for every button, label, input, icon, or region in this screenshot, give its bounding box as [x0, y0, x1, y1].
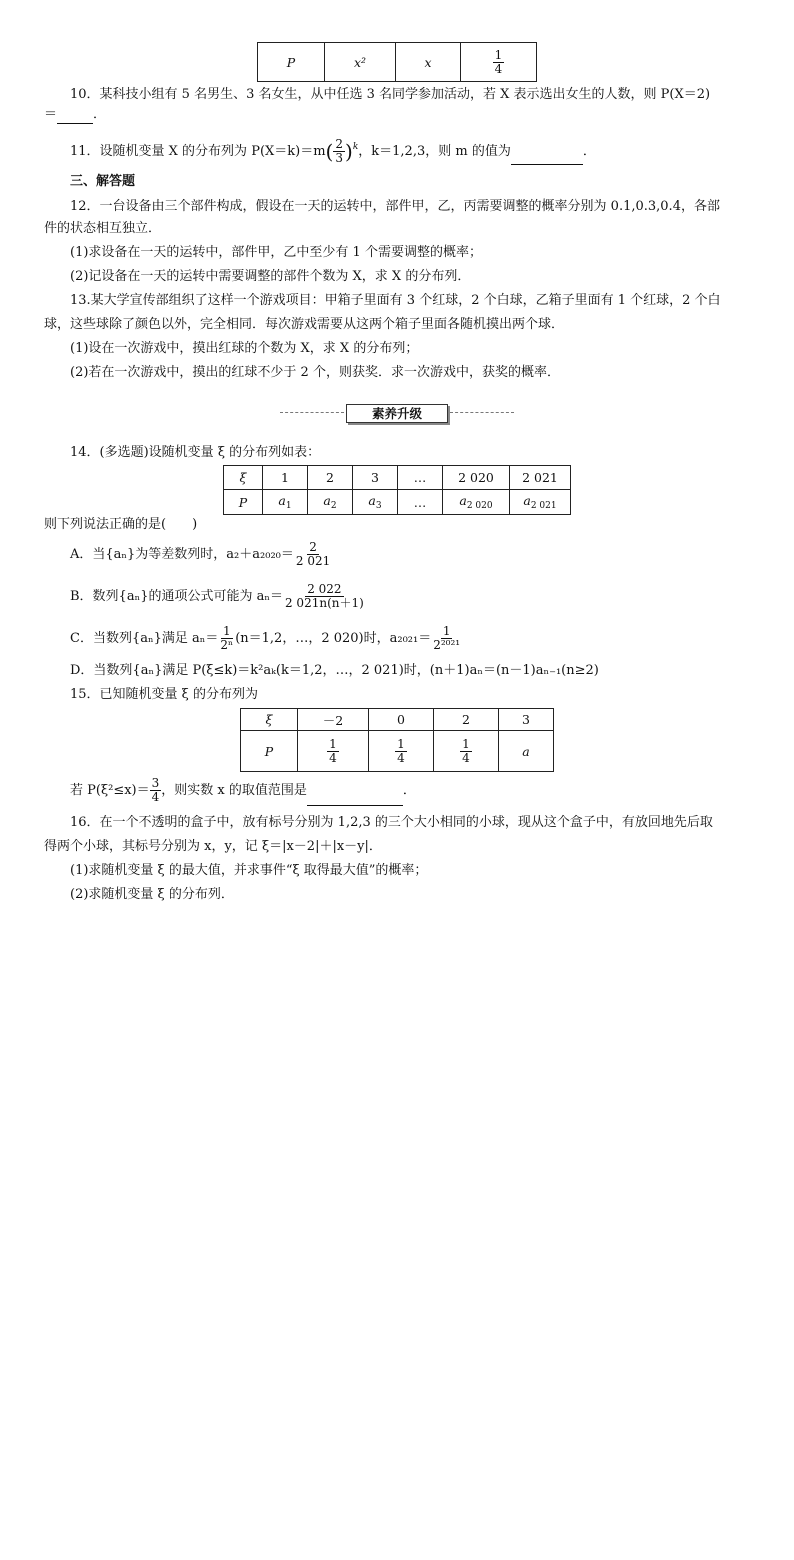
fraction-denominator: 4: [462, 750, 470, 765]
option-c-mid: (n＝1,2，…，2 020)时，a₂₀₂₁＝: [235, 631, 432, 646]
fraction-numerator: 1: [222, 624, 231, 638]
answer-blank: [57, 123, 93, 124]
q15-distribution-table: [240, 708, 554, 772]
section-banner: [280, 404, 514, 422]
q14-stem: 14．(多选题)设随机变量 ξ 的分布列如表：: [70, 445, 321, 460]
fraction-denominator: 3: [335, 151, 343, 165]
fraction-denominator: 4: [329, 750, 337, 765]
top-distribution-table: [257, 42, 537, 82]
option-a-text: A．当{aₙ}为等差数列时，a₂＋a₂₀₂₀＝: [70, 547, 294, 562]
prob-index: 3: [375, 501, 382, 511]
fraction-denominator: 2ⁿ: [220, 638, 234, 652]
q14-distribution-table: [223, 465, 571, 515]
answer-blank: [511, 164, 583, 165]
q12-part2: (2)记设备在一天的运转中需要调整的部件个数为 X，求 X 的分布列．: [70, 269, 471, 284]
q10-line2: [44, 106, 106, 124]
fraction-numerator: 1: [462, 736, 470, 751]
table-cell: ξ: [224, 466, 263, 490]
paren: ): [345, 139, 353, 164]
table-cell: 2 020: [443, 466, 510, 490]
table-cell: a: [499, 731, 554, 772]
option-b-text: B．数列{aₙ}的通项公式可能为 aₙ＝: [70, 589, 283, 604]
q15-condition: [70, 776, 416, 806]
fraction-numerator: 1: [442, 624, 451, 638]
table-cell: P: [258, 43, 325, 82]
fraction-numerator: 2 022: [307, 582, 342, 596]
table-cell: 2 021: [510, 466, 571, 490]
fraction-denominator: 4: [397, 750, 405, 765]
fraction-numerator: 1: [494, 47, 503, 62]
table-cell: －2: [298, 709, 369, 731]
q16-part2: (2)求随机变量 ξ 的分布列．: [70, 887, 234, 902]
table-cell: P: [224, 490, 263, 515]
q14-option-b: [70, 582, 366, 612]
q13-line2: 球，这些球除了颜色以外，完全相同．每次游戏需要从这两个箱子里面各随机摸出两个球．: [44, 317, 565, 332]
fraction-denominator: 2 021: [295, 554, 331, 568]
q10-line1: 10．某科技小组有 5 名男生、3 名女生，从中任选 3 名同学参加活动，若 X 表示选出女生的人数，则 P(X＝2): [70, 87, 711, 102]
table-cell: 3: [499, 709, 554, 731]
fraction-numerator: 2: [335, 137, 343, 151]
fraction-numerator: 1: [329, 736, 337, 751]
fraction-numerator: 2: [309, 540, 317, 554]
q11-prefix: 11．设随机变量 X 的分布列为 P(X＝k)＝m: [70, 144, 326, 159]
prob-index: 1: [285, 501, 292, 511]
table-cell: [353, 490, 398, 515]
table-cell: x: [396, 43, 461, 82]
banner-label: 素养升级: [346, 404, 448, 423]
paren: (: [325, 139, 334, 164]
q10-end: ．: [93, 107, 107, 122]
q11-power: k: [352, 142, 359, 152]
table-cell: [510, 490, 571, 515]
fraction-denominator: 2 021n(n＋1): [284, 596, 364, 610]
fraction-denominator: 4: [494, 61, 503, 76]
banner-dash-left: [280, 412, 344, 413]
answer-blank: [307, 805, 403, 806]
fraction-numerator: 1: [397, 736, 405, 751]
prob-index: 2: [330, 501, 337, 511]
table-cell: 0: [369, 709, 434, 731]
q14-option-a: [70, 540, 332, 570]
prob-symbol: a: [368, 493, 376, 508]
q14-option-d: D．当数列{aₙ}满足 P(ξ≤k)＝k²aₖ(k＝1,2，…，2 021)时，(n＋1)aₙ＝(n－1)aₙ₋₁(n≥2): [70, 663, 599, 678]
table-cell: 2: [308, 466, 353, 490]
prob-symbol: a: [459, 493, 467, 508]
table-cell: …: [398, 466, 443, 490]
table-cell: 2: [434, 709, 499, 731]
q11-suffix: ，k＝1,2,3，则 m 的值为: [358, 144, 511, 159]
q11-line: [70, 134, 596, 165]
q13-part1: (1)设在一次游戏中，摸出红球的个数为 X，求 X 的分布列；: [70, 341, 419, 356]
q15-cond-suffix: ，则实数 x 的取值范围是: [161, 783, 307, 798]
q12-line1: 12．一台设备由三个部件构成，假设在一天的运转中，部件甲，乙，丙需要调整的概率分别为 0.1,0.3,0.4，各部: [70, 199, 720, 214]
table-cell: 3: [353, 466, 398, 490]
prob-index: 2 020: [466, 501, 493, 511]
prob-symbol: a: [278, 493, 286, 508]
table-cell: 1: [263, 466, 308, 490]
fraction-denominator: 4: [151, 790, 160, 804]
table-cell: [434, 731, 499, 772]
prob-symbol: a: [523, 493, 531, 508]
q12-part1: (1)求设备在一天的运转中，部件甲，乙中至少有 1 个需要调整的概率；: [70, 245, 482, 260]
table-cell: [263, 490, 308, 515]
table-cell: x²: [325, 43, 396, 82]
q15-cond-prefix: 若 P(ξ²≤x)＝: [70, 783, 150, 798]
q14-ask: 则下列说法正确的是( ): [44, 517, 198, 532]
table-cell: [443, 490, 510, 515]
table-cell: [461, 43, 537, 82]
q16-part1: (1)求随机变量 ξ 的最大值，并求事件“ξ 取得最大值”的概率；: [70, 863, 428, 878]
table-cell: P: [241, 731, 298, 772]
q14-option-c: [70, 624, 462, 654]
fraction-denominator: 2²⁰²¹: [433, 638, 461, 652]
section-heading: 三、解答题: [70, 174, 136, 189]
q15-stem: 15．已知随机变量 ξ 的分布列为: [70, 687, 258, 702]
q12-line2: 件的状态相互独立．: [44, 221, 162, 236]
q15-end: ．: [402, 783, 416, 798]
option-c-text: C．当数列{aₙ}满足 aₙ＝: [70, 631, 219, 646]
fraction-numerator: 3: [151, 776, 160, 790]
table-cell: [369, 731, 434, 772]
q13-part2: (2)若在一次游戏中，摸出的红球不少于 2 个，则获奖．求一次游戏中，获奖的概率．: [70, 365, 560, 380]
q16-line2: 得两个小球，其标号分别为 x，y，记 ξ＝|x－2|＋|x－y|．: [44, 839, 382, 854]
q11-end: ．: [582, 144, 596, 159]
q13-line1: 13.某大学宣传部组织了这样一个游戏项目：甲箱子里面有 3 个红球，2 个白球，乙箱子里面有 1 个红球，2 个白: [70, 293, 721, 308]
banner-dash-right: [450, 412, 514, 413]
q16-line1: 16．在一个不透明的盒子中，放有标号分别为 1,2,3 的三个大小相同的小球，现从这个盒子中，有放回地先后取: [70, 815, 713, 830]
table-cell: …: [398, 490, 443, 515]
table-cell: [298, 731, 369, 772]
table-cell: ξ: [241, 709, 298, 731]
prob-symbol: a: [323, 493, 331, 508]
table-cell: [308, 490, 353, 515]
q10-eq: ＝: [44, 107, 58, 122]
prob-index: 2 021: [530, 501, 557, 511]
